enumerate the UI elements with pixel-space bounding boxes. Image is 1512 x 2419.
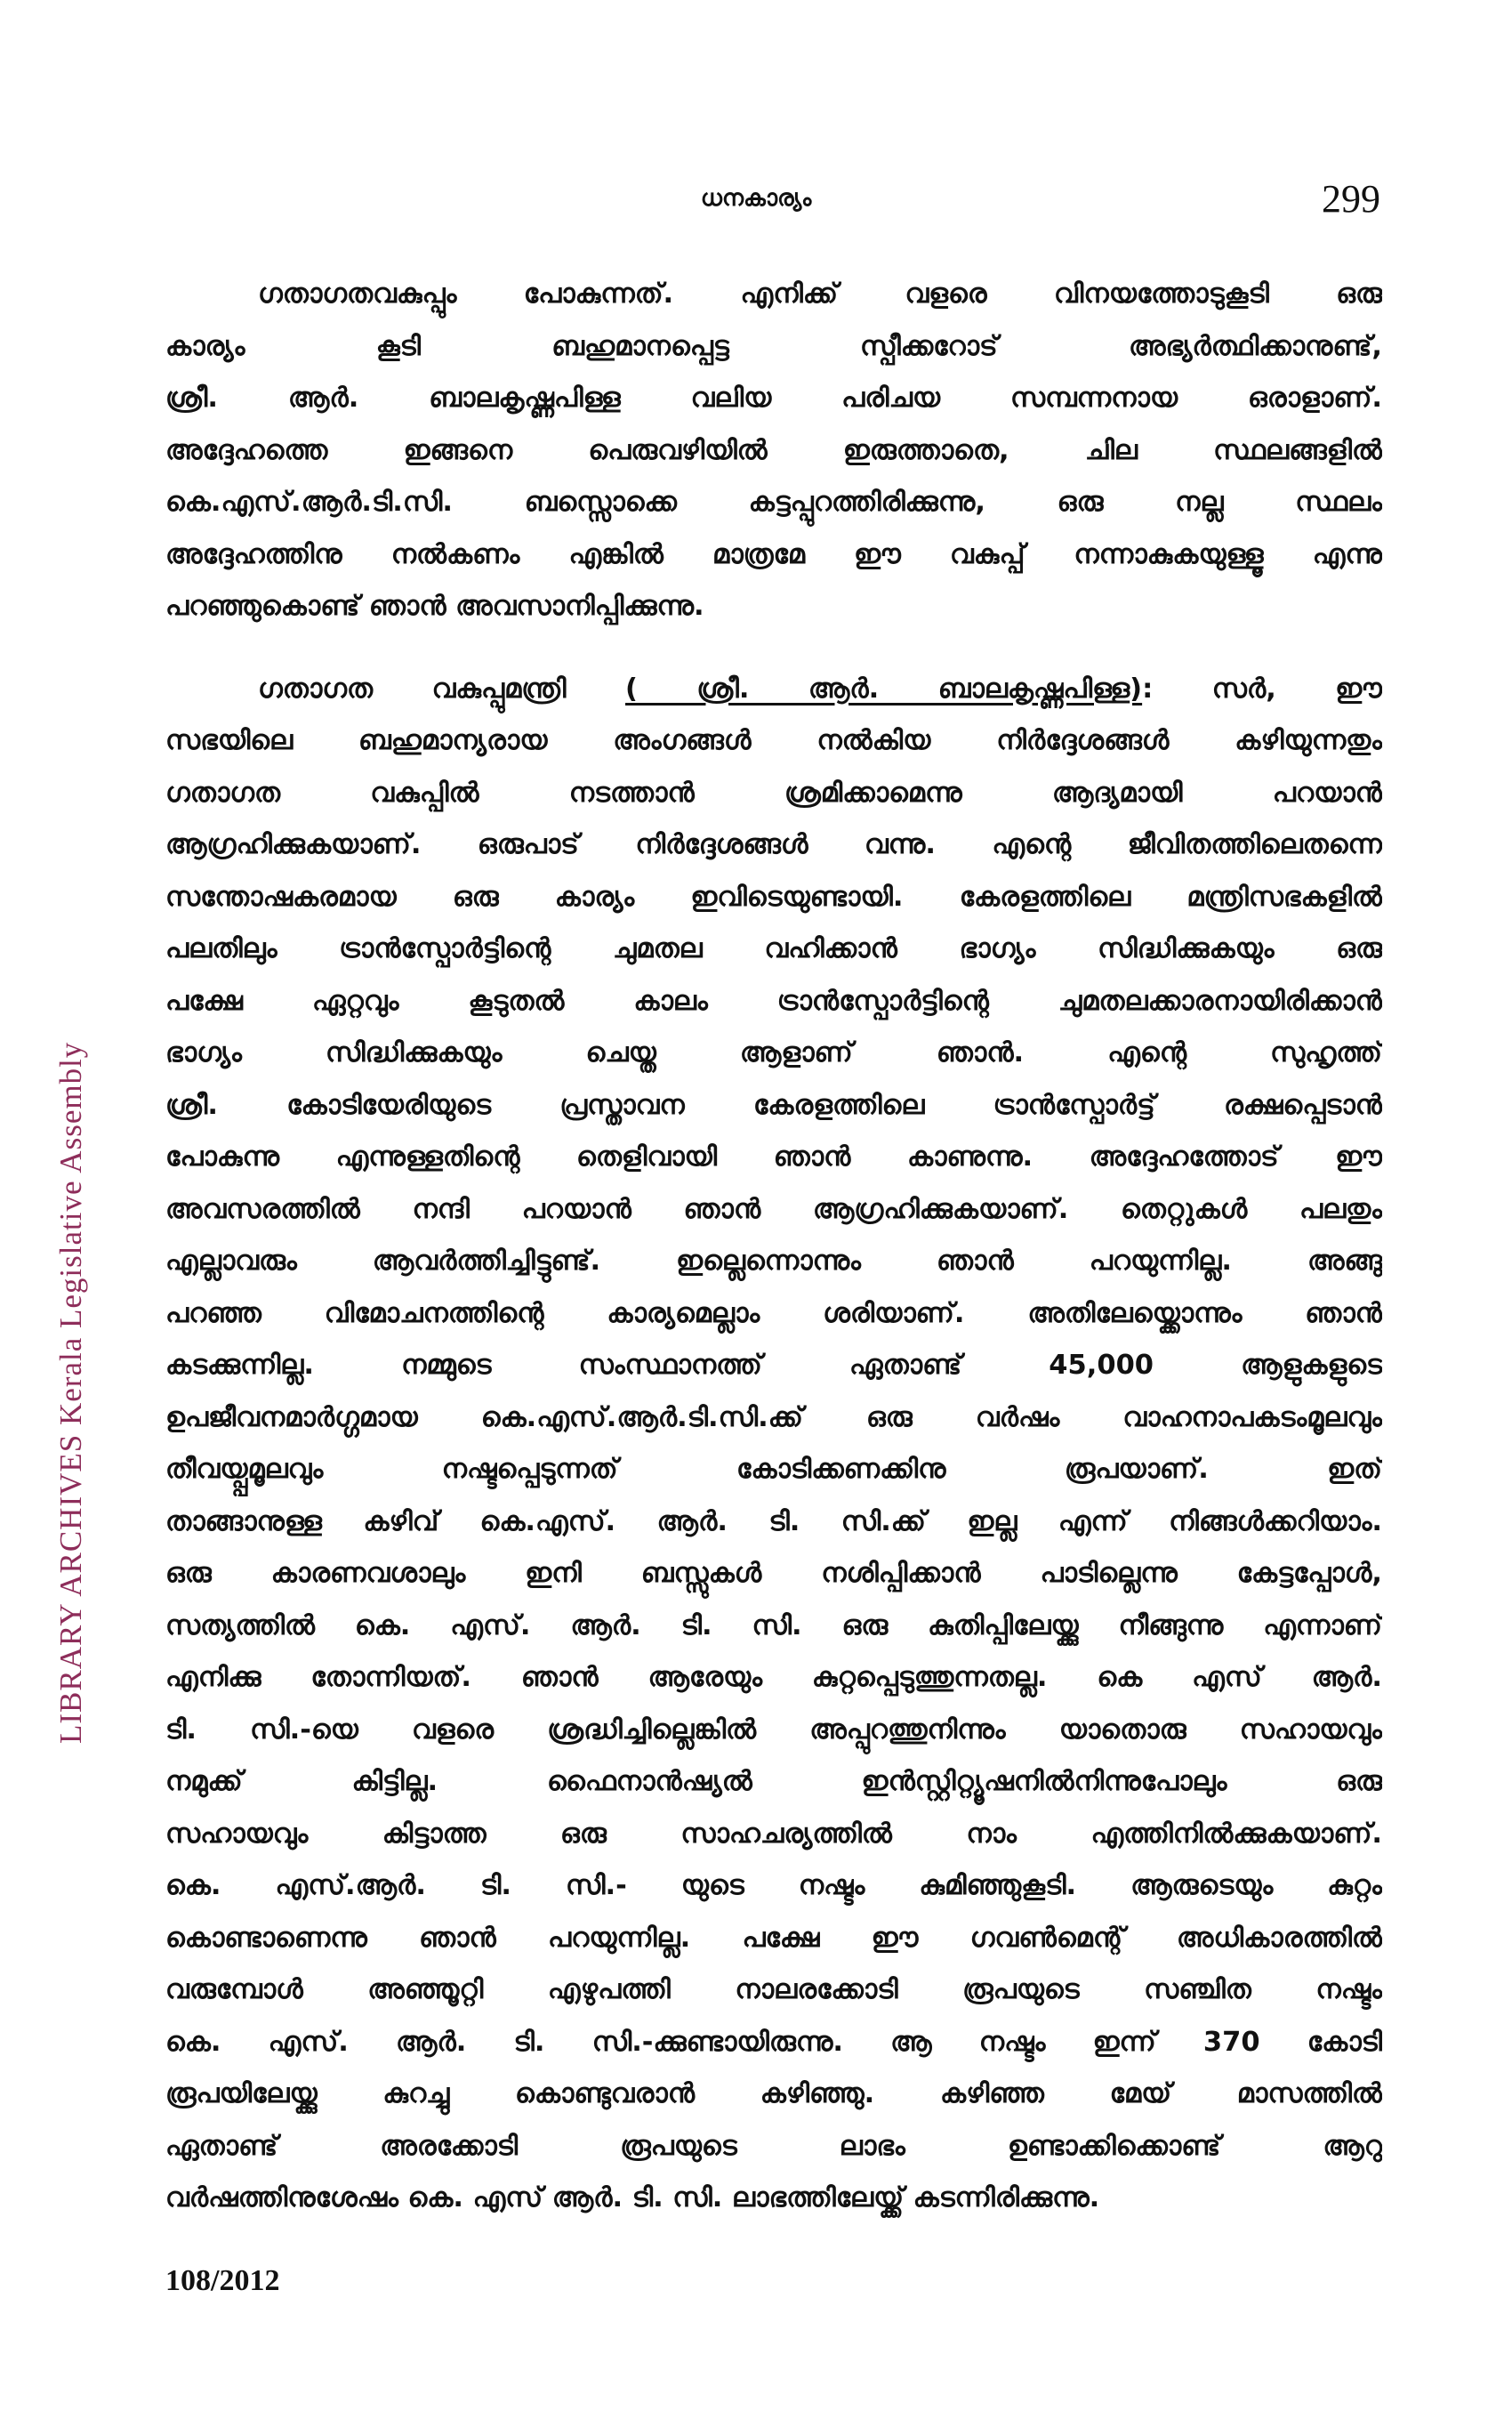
text-line: വർഷത്തിനുശേഷം കെ. എസ് ആർ. ടി. സി. ലാഭത്തിലേയ്ക്ക് കടന്നിരിക്കുന്നു. xyxy=(165,2182,1100,2213)
speaker-name: ( ശ്രീ. ആർ. ബാലകൃഷ്ണപിള്ള) xyxy=(625,673,1143,705)
text-line: കാര്യം കൂടി ബഹുമാനപ്പെട്ട സ്പീക്കറോട് അഭ്യർത്ഥിക്കാനുണ്ട്, xyxy=(165,330,1382,362)
speaker-line-end: : സർ, ഈ xyxy=(1142,673,1382,705)
text-line: കൊണ്ടാണെന്നു ഞാൻ പറയുന്നില്ല. പക്ഷേ ഈ ഗവൺമെന്റ് അധികാരത്തിൽ xyxy=(165,1922,1382,1954)
text-line: സഹായവും കിട്ടാത്ത ഒരു സാഹചര്യത്തിൽ നാം എത്തിനിൽക്കുകയാണ്. xyxy=(165,1818,1382,1850)
text-line: നമുക്ക് കിട്ടില്ല. ഫൈനാൻഷ്യൽ ഇൻസ്റ്റിറ്റ്യൂഷനിൽനിന്നുപോലും ഒരു xyxy=(165,1766,1382,1797)
text-line: പറഞ്ഞ വിമോചനത്തിന്റെ കാര്യമെല്ലാം ശരിയാണ്. അതിലേയ്ക്കൊന്നും ഞാൻ xyxy=(165,1297,1382,1329)
paragraph-2 xyxy=(165,664,1382,2225)
text-line: ഉപജീവനമാർഗ്ഗമായ കെ.എസ്.ആർ.ടി.സി.ക്ക് ഒരു വർഷം വാഹനാപകടംമൂലവും xyxy=(165,1401,1382,1433)
text-line: താങ്ങാനുള്ള കഴിവ് കെ.എസ്. ആർ. ടി. സി.ക്ക് ഇല്ല എന്ന് നിങ്ങൾക്കറിയാം. xyxy=(165,1505,1382,1537)
speaker-title: ഗതാഗത വകുപ്പുമന്ത്രി xyxy=(258,673,567,705)
text-line: കെ. എസ്. ആർ. ടി. സി.-ക്കുണ്ടായിരുന്നു. ആ നഷ്ടം ഇന്ന് 370 കോടി xyxy=(165,2026,1382,2058)
text-line: തീവയ്പ്പുമൂലവും നഷ്ടപ്പെടുന്നത് കോടിക്കണക്കിനു രൂപയാണ്. ഇത് xyxy=(165,1454,1382,1485)
text-line: ശ്രീ. ആർ. ബാലകൃഷ്ണപിള്ള വലിയ പരിചയ സമ്പന്നനായ ഒരാളാണ്. xyxy=(165,383,1382,414)
page-body xyxy=(165,269,1382,2225)
text-line: ഒരു കാരണവശാലും ഇനി ബസ്സുകൾ നശിപ്പിക്കാൻ പാടില്ലെന്നു കേട്ടപ്പോൾ, xyxy=(165,1558,1382,1589)
text-line: ഗതാഗത വകുപ്പിൽ നടത്താൻ ശ്രമിക്കാമെന്നു ആദ്യമായി പറയാൻ xyxy=(165,777,1382,809)
text-line: പക്ഷേ ഏറ്റവും കൂടുതൽ കാലം ട്രാൻസ്പോർട്ടിന്റെ ചുമതലക്കാരനായിരിക്കാൻ xyxy=(165,985,1382,1017)
text-line: വരുമ്പോൾ അഞ്ഞൂറ്റി എഴുപത്തി നാലരക്കോടി രൂപയുടെ സഞ്ചിത നഷ്ടം xyxy=(165,1974,1382,2005)
text-line: ടി. സി.-യെ വളരെ ശ്രദ്ധിച്ചില്ലെങ്കിൽ അപ്പുറത്തുനിന്നും യാതൊരു സഹായവും xyxy=(165,1713,1382,1746)
text-line: പറഞ്ഞുകൊണ്ട് ഞാൻ അവസാനിപ്പിക്കുന്നു. xyxy=(165,591,704,622)
text-line: അദ്ദേഹത്തെ ഇങ്ങനെ പെരുവഴിയിൽ ഇരുത്താതെ, ചില സ്ഥലങ്ങളിൽ xyxy=(165,434,1382,466)
paragraph-1 xyxy=(165,269,1382,633)
text-line: രൂപയിലേയ്ക്കു കുറച്ചു കൊണ്ടുവരാൻ കഴിഞ്ഞു. കഴിഞ്ഞ മേയ് മാസത്തിൽ xyxy=(165,2078,1382,2109)
text-line: കെ.എസ്.ആർ.ടി.സി. ബസ്സൊക്കെ കട്ടപ്പുറത്തിരിക്കുന്നു, ഒരു നല്ല സ്ഥലം xyxy=(165,487,1382,518)
text-line: സഭയിലെ ബഹുമാന്യരായ അംഗങ്ങൾ നൽകിയ നിർദ്ദേശങ്ങൾ കഴിയുന്നതും xyxy=(165,725,1382,756)
text-line: സന്തോഷകരമായ ഒരു കാര്യം ഇവിടെയുണ്ടായി. കേരളത്തിലെ മന്ത്രിസഭകളിൽ xyxy=(165,881,1382,913)
text-line: എല്ലാവരും ആവർത്തിച്ചിട്ടുണ്ട്. ഇല്ലെന്നൊന്നും ഞാൻ പറയുന്നില്ല. അങ്ങു xyxy=(165,1246,1382,1277)
running-header-title: ധനകാര്യം xyxy=(700,185,812,212)
text-line: ഏതാണ്ട് അരക്കോടി രൂപയുടെ ലാഭം ഉണ്ടാക്കിക്കൊണ്ട് ആറു xyxy=(165,2130,1382,2162)
text-line: അവസരത്തിൽ നന്ദി പറയാൻ ഞാൻ ആഗ്രഹിക്കുകയാണ്. തെറ്റുകൾ പലതും xyxy=(165,1193,1382,1225)
footer-reference-number: 108/2012 xyxy=(165,2264,280,2297)
speaker-line xyxy=(165,664,1382,716)
text-line: കടക്കുന്നില്ല. നമ്മുടെ സംസ്ഥാനത്ത് ഏതാണ്ട് 45,000 ആളുകളുടെ xyxy=(165,1350,1382,1381)
text-line: സത്യത്തിൽ കെ. എസ്. ആർ. ടി. സി. ഒരു കുതിപ്പിലേയ്ക്കു നീങ്ങുന്നു എന്നാണ് xyxy=(165,1609,1382,1641)
text-line: ആഗ്രഹിക്കുകയാണ്. ഒരുപാട് നിർദ്ദേശങ്ങൾ വന്നു. എന്റെ ജീവിതത്തിലെതന്നെ xyxy=(165,829,1382,860)
text-line: അദ്ദേഹത്തിനു നൽകണം എങ്കിൽ മാത്രമേ ഈ വകുപ്പ് നന്നാകുകയുള്ളൂ എന്നു xyxy=(165,538,1382,570)
text-line: എനിക്കു തോന്നിയത്. ഞാൻ ആരേയും കുറ്റപ്പെടുത്തുന്നതല്ല. കെ എസ് ആർ. xyxy=(165,1662,1382,1693)
text-line: ശ്രീ. കോടിയേരിയുടെ പ്രസ്താവന കേരളത്തിലെ ട്രാൻസ്പോർട്ട് രക്ഷപ്പെടാൻ xyxy=(165,1089,1382,1121)
text-line: പലതിലും ട്രാൻസ്പോർട്ടിന്റെ ചുമതല വഹിക്കാൻ ഭാഗ്യം സിദ്ധിക്കുകയും ഒരു xyxy=(165,933,1382,964)
text-line: കെ. എസ്.ആർ. ടി. സി.- യുടെ നഷ്ടം കുമിഞ്ഞുകൂടി. ആരുടെയും കുറ്റം xyxy=(165,1870,1382,1901)
archive-watermark: LIBRARY ARCHIVES Kerala Legislative Assembly xyxy=(53,1041,88,1744)
text-line: ഗതാഗതവകുപ്പും പോകുന്നത്. എനിക്ക് വളരെ വിനയത്തോടുകൂടി ഒരു xyxy=(258,278,1382,310)
text-line: ഭാഗ്യം സിദ്ധിക്കുകയും ചെയ്ത ആളാണ് ഞാൻ. എന്റെ സുഹൃത്ത് xyxy=(165,1037,1382,1068)
text-line: പോകുന്നു എന്നുള്ളതിന്റെ തെളിവായി ഞാൻ കാണുന്നു. അദ്ദേഹത്തോട് ഈ xyxy=(165,1141,1382,1173)
page-number: 299 xyxy=(1322,177,1380,221)
